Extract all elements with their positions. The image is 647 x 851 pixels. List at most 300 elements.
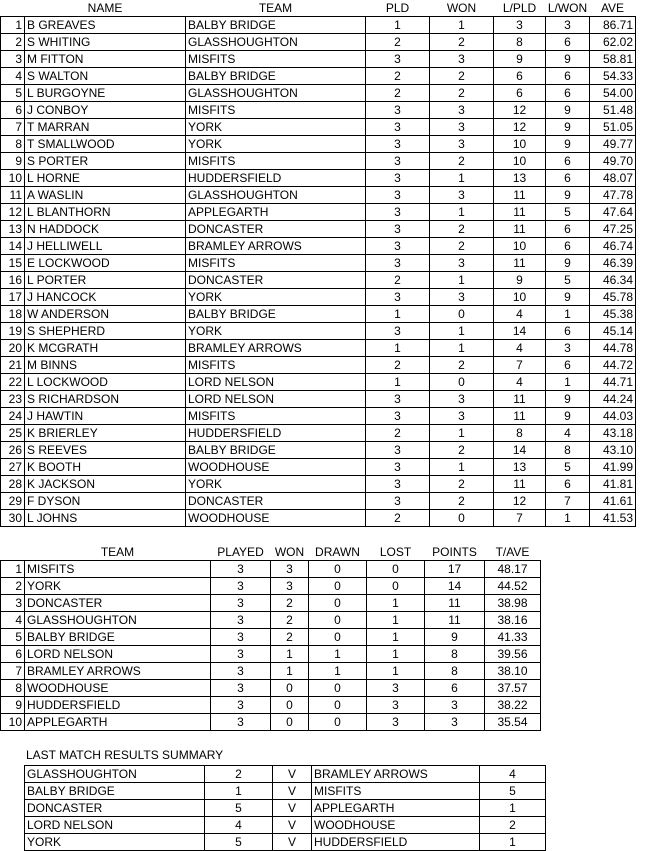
table-row bbox=[1, 238, 636, 255]
lwon-cell: 6 bbox=[546, 68, 590, 85]
drawn-cell: 1 bbox=[309, 663, 367, 680]
lwon-cell: 9 bbox=[546, 51, 590, 68]
pld-cell: 3 bbox=[366, 187, 430, 204]
lpld-cell: 4 bbox=[494, 306, 546, 323]
rank-cell: 17 bbox=[1, 289, 25, 306]
ave-cell: 54.33 bbox=[590, 68, 636, 85]
team-cell: HUDDERSFIELD bbox=[186, 425, 366, 442]
team-cell: HUDDERSFIELD bbox=[186, 170, 366, 187]
won-cell: 2 bbox=[430, 85, 494, 102]
team-cell: GLASSHOUGHTON bbox=[186, 85, 366, 102]
lpld-cell: 12 bbox=[494, 102, 546, 119]
won-cell: 1 bbox=[430, 323, 494, 340]
player-name-cell: F DYSON bbox=[25, 493, 186, 510]
team-cell: BALBY BRIDGE bbox=[186, 306, 366, 323]
player-name-cell: S RICHARDSON bbox=[25, 391, 186, 408]
table-row bbox=[1, 17, 636, 34]
rank-cell: 2 bbox=[1, 34, 25, 51]
player-name-cell: S SHEPHERD bbox=[25, 323, 186, 340]
ave-cell: 41.53 bbox=[590, 510, 636, 527]
pld-cell: 3 bbox=[366, 119, 430, 136]
drawn-cell: 0 bbox=[309, 697, 367, 714]
team-name-cell: LORD NELSON bbox=[25, 646, 211, 663]
rank-cell: 15 bbox=[1, 255, 25, 272]
table-row bbox=[1, 629, 541, 646]
team-cell: BALBY BRIDGE bbox=[186, 17, 366, 34]
lwon-cell: 6 bbox=[546, 238, 590, 255]
table-row bbox=[1, 663, 541, 680]
rank-cell: 2 bbox=[1, 578, 25, 595]
lpld-cell: 11 bbox=[494, 204, 546, 221]
team-cell: WOODHOUSE bbox=[186, 510, 366, 527]
ave-cell: 44.71 bbox=[590, 374, 636, 391]
table-row bbox=[1, 697, 541, 714]
team-cell: LORD NELSON bbox=[186, 391, 366, 408]
table-row bbox=[25, 783, 546, 800]
lwon-cell: 3 bbox=[546, 17, 590, 34]
pld-cell: 3 bbox=[366, 459, 430, 476]
ave-cell: 54.00 bbox=[590, 85, 636, 102]
lwon-cell: 3 bbox=[546, 340, 590, 357]
played-cell: 3 bbox=[211, 646, 271, 663]
table-row bbox=[1, 289, 636, 306]
rank-cell: 7 bbox=[1, 663, 25, 680]
header-team: TEAM bbox=[258, 1, 293, 15]
ave-cell: 51.48 bbox=[590, 102, 636, 119]
player-name-cell: T SMALLWOOD bbox=[25, 136, 186, 153]
lwon-cell: 9 bbox=[546, 136, 590, 153]
pld-cell: 2 bbox=[366, 425, 430, 442]
pld-cell: 3 bbox=[366, 221, 430, 238]
header-lpld: L/PLD bbox=[502, 1, 537, 15]
rank-cell: 16 bbox=[1, 272, 25, 289]
ave-cell: 41.61 bbox=[590, 493, 636, 510]
tave-cell: 38.16 bbox=[485, 612, 541, 629]
table-row bbox=[25, 800, 546, 817]
player-name-cell: L BLANTHORN bbox=[25, 204, 186, 221]
table-row bbox=[1, 170, 636, 187]
points-cell: 17 bbox=[425, 561, 485, 578]
header-won: WON bbox=[274, 545, 305, 559]
team-cell: MISFITS bbox=[186, 357, 366, 374]
team-cell: BRAMLEY ARROWS bbox=[186, 238, 366, 255]
team-cell: YORK bbox=[186, 476, 366, 493]
ave-cell: 47.25 bbox=[590, 221, 636, 238]
tave-cell: 44.52 bbox=[485, 578, 541, 595]
lpld-cell: 10 bbox=[494, 136, 546, 153]
rank-cell: 20 bbox=[1, 340, 25, 357]
rank-cell: 9 bbox=[1, 697, 25, 714]
tave-cell: 48.17 bbox=[485, 561, 541, 578]
pld-cell: 3 bbox=[366, 136, 430, 153]
away-team-cell: WOODHOUSE bbox=[312, 817, 480, 834]
lost-cell: 0 bbox=[367, 561, 425, 578]
lpld-cell: 11 bbox=[494, 391, 546, 408]
lwon-cell: 7 bbox=[546, 493, 590, 510]
table-row bbox=[1, 612, 541, 629]
ave-cell: 44.24 bbox=[590, 391, 636, 408]
away-score-cell: 4 bbox=[480, 766, 546, 783]
team-cell: WOODHOUSE bbox=[186, 459, 366, 476]
pld-cell: 1 bbox=[366, 17, 430, 34]
player-name-cell: J HELLIWELL bbox=[25, 238, 186, 255]
rank-cell: 21 bbox=[1, 357, 25, 374]
table-row bbox=[1, 68, 636, 85]
won-cell: 2 bbox=[430, 476, 494, 493]
home-score-cell: 4 bbox=[205, 817, 273, 834]
team-cell: DONCASTER bbox=[186, 221, 366, 238]
player-name-cell: L JOHNS bbox=[25, 510, 186, 527]
played-cell: 3 bbox=[211, 629, 271, 646]
won-cell: 2 bbox=[430, 221, 494, 238]
player-table-header bbox=[1, 0, 636, 17]
pld-cell: 3 bbox=[366, 170, 430, 187]
player-name-cell: K MCGRATH bbox=[25, 340, 186, 357]
rank-cell: 1 bbox=[1, 561, 25, 578]
versus-cell: V bbox=[273, 800, 312, 817]
table-row bbox=[1, 714, 541, 731]
rank-cell: 3 bbox=[1, 51, 25, 68]
away-score-cell: 1 bbox=[480, 834, 546, 851]
tave-cell: 41.33 bbox=[485, 629, 541, 646]
lwon-cell: 5 bbox=[546, 204, 590, 221]
table-row bbox=[1, 476, 636, 493]
lwon-cell: 8 bbox=[546, 442, 590, 459]
pld-cell: 1 bbox=[366, 340, 430, 357]
player-name-cell: J CONBOY bbox=[25, 102, 186, 119]
rank-cell: 6 bbox=[1, 102, 25, 119]
team-cell: DONCASTER bbox=[186, 493, 366, 510]
lpld-cell: 13 bbox=[494, 459, 546, 476]
results-summary-title: LAST MATCH RESULTS SUMMARY bbox=[26, 748, 224, 762]
home-score-cell: 2 bbox=[205, 766, 273, 783]
drawn-cell: 0 bbox=[309, 561, 367, 578]
team-cell: MISFITS bbox=[186, 102, 366, 119]
away-team-cell: MISFITS bbox=[312, 783, 480, 800]
pld-cell: 2 bbox=[366, 34, 430, 51]
rank-cell: 5 bbox=[1, 85, 25, 102]
tave-cell: 38.98 bbox=[485, 595, 541, 612]
versus-cell: V bbox=[273, 817, 312, 834]
rank-cell: 24 bbox=[1, 408, 25, 425]
table-row bbox=[1, 204, 636, 221]
team-standings-table bbox=[0, 544, 541, 731]
player-name-cell: S REEVES bbox=[25, 442, 186, 459]
pld-cell: 3 bbox=[366, 255, 430, 272]
player-name-cell: E LOCKWOOD bbox=[25, 255, 186, 272]
player-name-cell: K BOOTH bbox=[25, 459, 186, 476]
lpld-cell: 12 bbox=[494, 119, 546, 136]
points-cell: 6 bbox=[425, 680, 485, 697]
home-team-cell: YORK bbox=[25, 834, 205, 851]
team-cell: YORK bbox=[186, 289, 366, 306]
points-cell: 11 bbox=[425, 612, 485, 629]
won-cell: 3 bbox=[430, 51, 494, 68]
won-cell: 2 bbox=[430, 357, 494, 374]
lost-cell: 0 bbox=[367, 578, 425, 595]
team-cell: GLASSHOUGHTON bbox=[186, 187, 366, 204]
versus-cell: V bbox=[273, 783, 312, 800]
table-row bbox=[1, 561, 541, 578]
rank-cell: 25 bbox=[1, 425, 25, 442]
table-row bbox=[25, 766, 546, 783]
drawn-cell: 0 bbox=[309, 612, 367, 629]
lpld-cell: 9 bbox=[494, 272, 546, 289]
pld-cell: 1 bbox=[366, 306, 430, 323]
rank-cell: 4 bbox=[1, 612, 25, 629]
won-cell: 0 bbox=[430, 510, 494, 527]
points-cell: 3 bbox=[425, 714, 485, 731]
ave-cell: 41.81 bbox=[590, 476, 636, 493]
won-cell: 3 bbox=[271, 561, 309, 578]
lpld-cell: 3 bbox=[494, 17, 546, 34]
drawn-cell: 0 bbox=[309, 578, 367, 595]
team-cell: BALBY BRIDGE bbox=[186, 442, 366, 459]
table-row bbox=[1, 136, 636, 153]
table-row bbox=[1, 51, 636, 68]
ave-cell: 62.02 bbox=[590, 34, 636, 51]
points-cell: 9 bbox=[425, 629, 485, 646]
ave-cell: 51.05 bbox=[590, 119, 636, 136]
won-cell: 0 bbox=[430, 374, 494, 391]
table-row bbox=[1, 357, 636, 374]
won-cell: 3 bbox=[430, 187, 494, 204]
team-name-cell: BALBY BRIDGE bbox=[25, 629, 211, 646]
table-row bbox=[1, 493, 636, 510]
team-cell: MISFITS bbox=[186, 255, 366, 272]
lpld-cell: 7 bbox=[494, 510, 546, 527]
rank-cell: 22 bbox=[1, 374, 25, 391]
won-cell: 3 bbox=[430, 136, 494, 153]
played-cell: 3 bbox=[211, 680, 271, 697]
table-row bbox=[1, 425, 636, 442]
table-row bbox=[1, 119, 636, 136]
team-cell: APPLEGARTH bbox=[186, 204, 366, 221]
away-score-cell: 5 bbox=[480, 783, 546, 800]
lpld-cell: 12 bbox=[494, 493, 546, 510]
table-row bbox=[1, 374, 636, 391]
player-name-cell: L BURGOYNE bbox=[25, 85, 186, 102]
table-row bbox=[1, 510, 636, 527]
ave-cell: 46.74 bbox=[590, 238, 636, 255]
ave-cell: 47.78 bbox=[590, 187, 636, 204]
won-cell: 1 bbox=[430, 340, 494, 357]
lwon-cell: 9 bbox=[546, 119, 590, 136]
pld-cell: 2 bbox=[366, 510, 430, 527]
played-cell: 3 bbox=[211, 561, 271, 578]
pld-cell: 3 bbox=[366, 153, 430, 170]
rank-cell: 30 bbox=[1, 510, 25, 527]
lpld-cell: 10 bbox=[494, 289, 546, 306]
results-summary-table bbox=[24, 765, 546, 851]
table-row bbox=[1, 442, 636, 459]
table-row bbox=[1, 187, 636, 204]
tave-cell: 35.54 bbox=[485, 714, 541, 731]
lpld-cell: 10 bbox=[494, 153, 546, 170]
lpld-cell: 8 bbox=[494, 34, 546, 51]
won-cell: 2 bbox=[430, 153, 494, 170]
lwon-cell: 9 bbox=[546, 391, 590, 408]
won-cell: 1 bbox=[271, 663, 309, 680]
team-name-cell: BRAMLEY ARROWS bbox=[25, 663, 211, 680]
pld-cell: 2 bbox=[366, 272, 430, 289]
won-cell: 1 bbox=[430, 17, 494, 34]
ave-cell: 43.10 bbox=[590, 442, 636, 459]
table-row bbox=[1, 153, 636, 170]
ave-cell: 41.99 bbox=[590, 459, 636, 476]
ave-cell: 43.18 bbox=[590, 425, 636, 442]
won-cell: 3 bbox=[430, 119, 494, 136]
home-score-cell: 1 bbox=[205, 783, 273, 800]
won-cell: 3 bbox=[430, 289, 494, 306]
table-row bbox=[1, 595, 541, 612]
won-cell: 1 bbox=[430, 272, 494, 289]
played-cell: 3 bbox=[211, 663, 271, 680]
player-name-cell: L PORTER bbox=[25, 272, 186, 289]
table-row bbox=[25, 817, 546, 834]
versus-cell: V bbox=[273, 834, 312, 851]
rank-cell: 11 bbox=[1, 187, 25, 204]
lpld-cell: 7 bbox=[494, 357, 546, 374]
lpld-cell: 11 bbox=[494, 255, 546, 272]
played-cell: 3 bbox=[211, 595, 271, 612]
lwon-cell: 4 bbox=[546, 425, 590, 442]
player-name-cell: B GREAVES bbox=[25, 17, 186, 34]
table-row bbox=[1, 102, 636, 119]
table-row bbox=[1, 255, 636, 272]
ave-cell: 44.78 bbox=[590, 340, 636, 357]
won-cell: 3 bbox=[271, 578, 309, 595]
team-cell: DONCASTER bbox=[186, 272, 366, 289]
lwon-cell: 9 bbox=[546, 255, 590, 272]
player-name-cell: L HORNE bbox=[25, 170, 186, 187]
rank-cell: 27 bbox=[1, 459, 25, 476]
lwon-cell: 5 bbox=[546, 459, 590, 476]
points-cell: 14 bbox=[425, 578, 485, 595]
rank-cell: 29 bbox=[1, 493, 25, 510]
lwon-cell: 6 bbox=[546, 34, 590, 51]
player-name-cell: S WALTON bbox=[25, 68, 186, 85]
points-cell: 8 bbox=[425, 646, 485, 663]
team-name-cell: HUDDERSFIELD bbox=[25, 697, 211, 714]
rank-cell: 18 bbox=[1, 306, 25, 323]
table-row bbox=[1, 306, 636, 323]
ave-cell: 48.07 bbox=[590, 170, 636, 187]
tave-cell: 38.22 bbox=[485, 697, 541, 714]
won-cell: 1 bbox=[430, 170, 494, 187]
lwon-cell: 6 bbox=[546, 153, 590, 170]
rank-cell: 4 bbox=[1, 68, 25, 85]
won-cell: 2 bbox=[430, 493, 494, 510]
player-name-cell: L LOCKWOOD bbox=[25, 374, 186, 391]
header-drawn: DRAWN bbox=[315, 545, 360, 559]
ave-cell: 45.78 bbox=[590, 289, 636, 306]
lwon-cell: 1 bbox=[546, 306, 590, 323]
table-row bbox=[1, 391, 636, 408]
player-name-cell: W ANDERSON bbox=[25, 306, 186, 323]
home-team-cell: BALBY BRIDGE bbox=[25, 783, 205, 800]
ave-cell: 58.81 bbox=[590, 51, 636, 68]
lpld-cell: 11 bbox=[494, 476, 546, 493]
rank-cell: 13 bbox=[1, 221, 25, 238]
won-cell: 2 bbox=[271, 612, 309, 629]
pld-cell: 2 bbox=[366, 85, 430, 102]
lwon-cell: 1 bbox=[546, 510, 590, 527]
lwon-cell: 9 bbox=[546, 102, 590, 119]
ave-cell: 46.39 bbox=[590, 255, 636, 272]
pld-cell: 1 bbox=[366, 374, 430, 391]
rank-cell: 5 bbox=[1, 629, 25, 646]
ave-cell: 47.64 bbox=[590, 204, 636, 221]
ave-cell: 49.70 bbox=[590, 153, 636, 170]
team-cell: YORK bbox=[186, 323, 366, 340]
player-name-cell: J HAWTIN bbox=[25, 408, 186, 425]
won-cell: 2 bbox=[271, 629, 309, 646]
versus-cell: V bbox=[273, 766, 312, 783]
won-cell: 3 bbox=[430, 255, 494, 272]
away-score-cell: 2 bbox=[480, 817, 546, 834]
away-team-cell: BRAMLEY ARROWS bbox=[312, 766, 480, 783]
header-lost: LOST bbox=[379, 545, 412, 559]
player-name-cell: K BRIERLEY bbox=[25, 425, 186, 442]
table-row bbox=[1, 34, 636, 51]
rank-cell: 19 bbox=[1, 323, 25, 340]
header-lwon: L/WON bbox=[547, 1, 588, 15]
won-cell: 1 bbox=[430, 425, 494, 442]
lwon-cell: 6 bbox=[546, 85, 590, 102]
header-points: POINTS bbox=[432, 545, 477, 559]
lwon-cell: 1 bbox=[546, 374, 590, 391]
home-score-cell: 5 bbox=[205, 800, 273, 817]
points-cell: 11 bbox=[425, 595, 485, 612]
rank-cell: 3 bbox=[1, 595, 25, 612]
table-row bbox=[1, 408, 636, 425]
won-cell: 2 bbox=[271, 595, 309, 612]
team-cell: YORK bbox=[186, 136, 366, 153]
player-name-cell: K JACKSON bbox=[25, 476, 186, 493]
won-cell: 2 bbox=[430, 238, 494, 255]
lwon-cell: 6 bbox=[546, 221, 590, 238]
pld-cell: 3 bbox=[366, 408, 430, 425]
played-cell: 3 bbox=[211, 714, 271, 731]
player-name-cell: N HADDOCK bbox=[25, 221, 186, 238]
header-ave: AVE bbox=[600, 1, 625, 15]
points-cell: 8 bbox=[425, 663, 485, 680]
rank-cell: 9 bbox=[1, 153, 25, 170]
player-name-cell: M BINNS bbox=[25, 357, 186, 374]
team-cell: MISFITS bbox=[186, 153, 366, 170]
lpld-cell: 8 bbox=[494, 425, 546, 442]
drawn-cell: 1 bbox=[309, 646, 367, 663]
header-pld: PLD bbox=[385, 1, 410, 15]
table-row bbox=[1, 646, 541, 663]
lwon-cell: 6 bbox=[546, 357, 590, 374]
ave-cell: 45.14 bbox=[590, 323, 636, 340]
rank-cell: 7 bbox=[1, 119, 25, 136]
rank-cell: 23 bbox=[1, 391, 25, 408]
team-table-header bbox=[1, 544, 541, 561]
rank-cell: 8 bbox=[1, 680, 25, 697]
rank-cell: 1 bbox=[1, 17, 25, 34]
team-cell: MISFITS bbox=[186, 51, 366, 68]
away-team-cell: HUDDERSFIELD bbox=[312, 834, 480, 851]
tave-cell: 37.57 bbox=[485, 680, 541, 697]
rank-cell: 14 bbox=[1, 238, 25, 255]
table-row bbox=[1, 221, 636, 238]
won-cell: 2 bbox=[430, 68, 494, 85]
won-cell: 1 bbox=[430, 204, 494, 221]
lwon-cell: 6 bbox=[546, 170, 590, 187]
